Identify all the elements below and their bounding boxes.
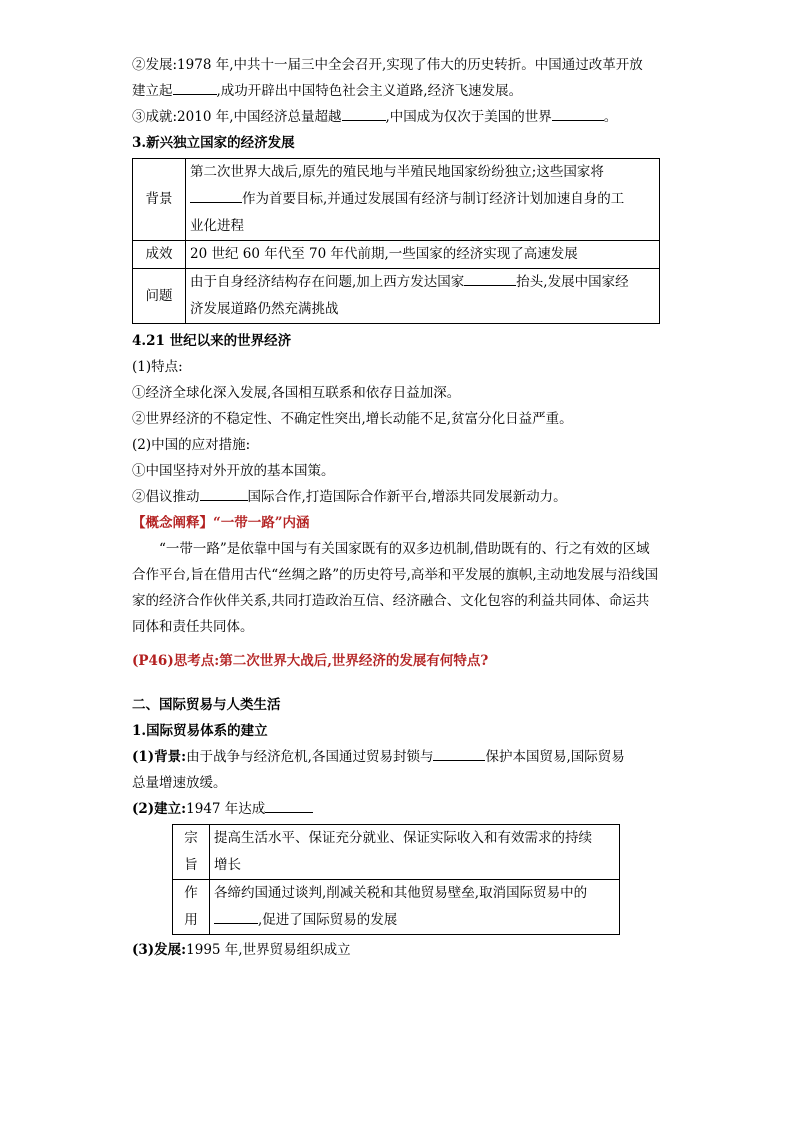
fill-blank[interactable]	[464, 271, 516, 286]
development-line: (3)发展:1995 年,世界贸易组织成立	[132, 942, 351, 958]
part-heading: 二、国际贸易与人类生活	[132, 697, 281, 713]
table-row	[133, 241, 660, 269]
point-line: ①中国坚持对外开放的基本国策。	[132, 463, 335, 479]
row-label: 问题	[133, 269, 186, 324]
point-line: ②倡议推动 国际合作,打造国际合作新平台,增添共同发展新动力。	[132, 484, 662, 510]
achievement-line: ③成就:2010 年,中国经济总量超越 ,中国成为仅次于美国的世界 。	[132, 104, 662, 130]
table-row	[173, 825, 620, 880]
section-heading: 4.21 世纪以来的世界经济	[132, 333, 292, 349]
row-content: 20 世纪 60 年代至 70 年代前期,一些国家的经济实现了高速发展	[186, 241, 660, 269]
fill-blank[interactable]	[433, 746, 485, 761]
think-point: (P46)思考点:第二次世界大战后,世界经济的发展有何特点?	[132, 653, 489, 669]
fill-blank[interactable]	[190, 188, 242, 203]
fill-blank[interactable]	[265, 798, 313, 813]
fill-blank[interactable]	[173, 80, 217, 95]
gatt-table	[172, 824, 620, 935]
row-content: 提高生活水平、保证充分就业、保证实际收入和有效需求的持续 增长	[210, 825, 620, 880]
subsection-label: (2)中国的应对措施:	[132, 437, 251, 453]
row-content: 第二次世界大战后,原先的殖民地与半殖民地国家纷纷独立;这些国家将 作为首要目标,并通过发展国有经济与制订经济计划加速自身的工 业化进程	[186, 159, 660, 241]
row-label: 背景	[133, 159, 186, 241]
concept-body: “一带一路”是依靠中国与有关国家既有的双多边机制,借助既有的、行之有效的区域合作平台,旨在借用古代“丝绸之路”的历史符号,高举和平发展的旗帜,主动地发展与沿线国家的经济合作伙伴关系,共同打造政治互信、经济融合、文化包容的利益共同体、命运共同体和责任共同体。	[132, 541, 659, 635]
fill-blank[interactable]	[342, 106, 386, 121]
development-line-2: 建立起 ,成功开辟出中国特色社会主义道路,经济飞速发展。	[132, 78, 662, 104]
row-content: 由于自身经济结构存在问题,加上西方发达国家 抬头,发展中国家经 济发展道路仍然充满挑战	[186, 269, 660, 324]
background-line-2: 总量增速放缓。	[132, 775, 227, 791]
development-line-1: ②发展:1978 年,中共十一届三中全会召开,实现了伟大的历史转折。中国通过改革开放	[132, 57, 643, 73]
subsection-label: (1)特点:	[132, 359, 183, 375]
point-line: ②世界经济的不稳定性、不确定性突出,增长动能不足,贫富分化日益严重。	[132, 411, 573, 427]
fill-blank[interactable]	[214, 909, 258, 924]
section-heading: 1.国际贸易体系的建立	[132, 723, 268, 739]
background-line: (1)背景:由于战争与经济危机,各国通过贸易封锁与 保护本国贸易,国际贸易	[132, 744, 662, 770]
newly-independent-table	[132, 158, 660, 324]
row-label: 作 用	[173, 880, 210, 935]
concept-title: 【概念阐释】“一带一路”内涵	[132, 515, 310, 531]
table-row	[133, 159, 660, 241]
establishment-line: (2)建立:1947 年达成	[132, 796, 662, 822]
section-heading: 3.新兴独立国家的经济发展	[132, 135, 295, 151]
fill-blank[interactable]	[200, 486, 248, 501]
row-content: 各缔约国通过谈判,削减关税和其他贸易壁垒,取消国际贸易中的 ,促进了国际贸易的发展	[210, 880, 620, 935]
row-label: 成效	[133, 241, 186, 269]
fill-blank[interactable]	[552, 106, 604, 121]
document-page	[132, 52, 662, 963]
point-line: ①经济全球化深入发展,各国相互联系和依存日益加深。	[132, 385, 461, 401]
row-label: 宗 旨	[173, 825, 210, 880]
table-row	[173, 880, 620, 935]
table-row	[133, 269, 660, 324]
